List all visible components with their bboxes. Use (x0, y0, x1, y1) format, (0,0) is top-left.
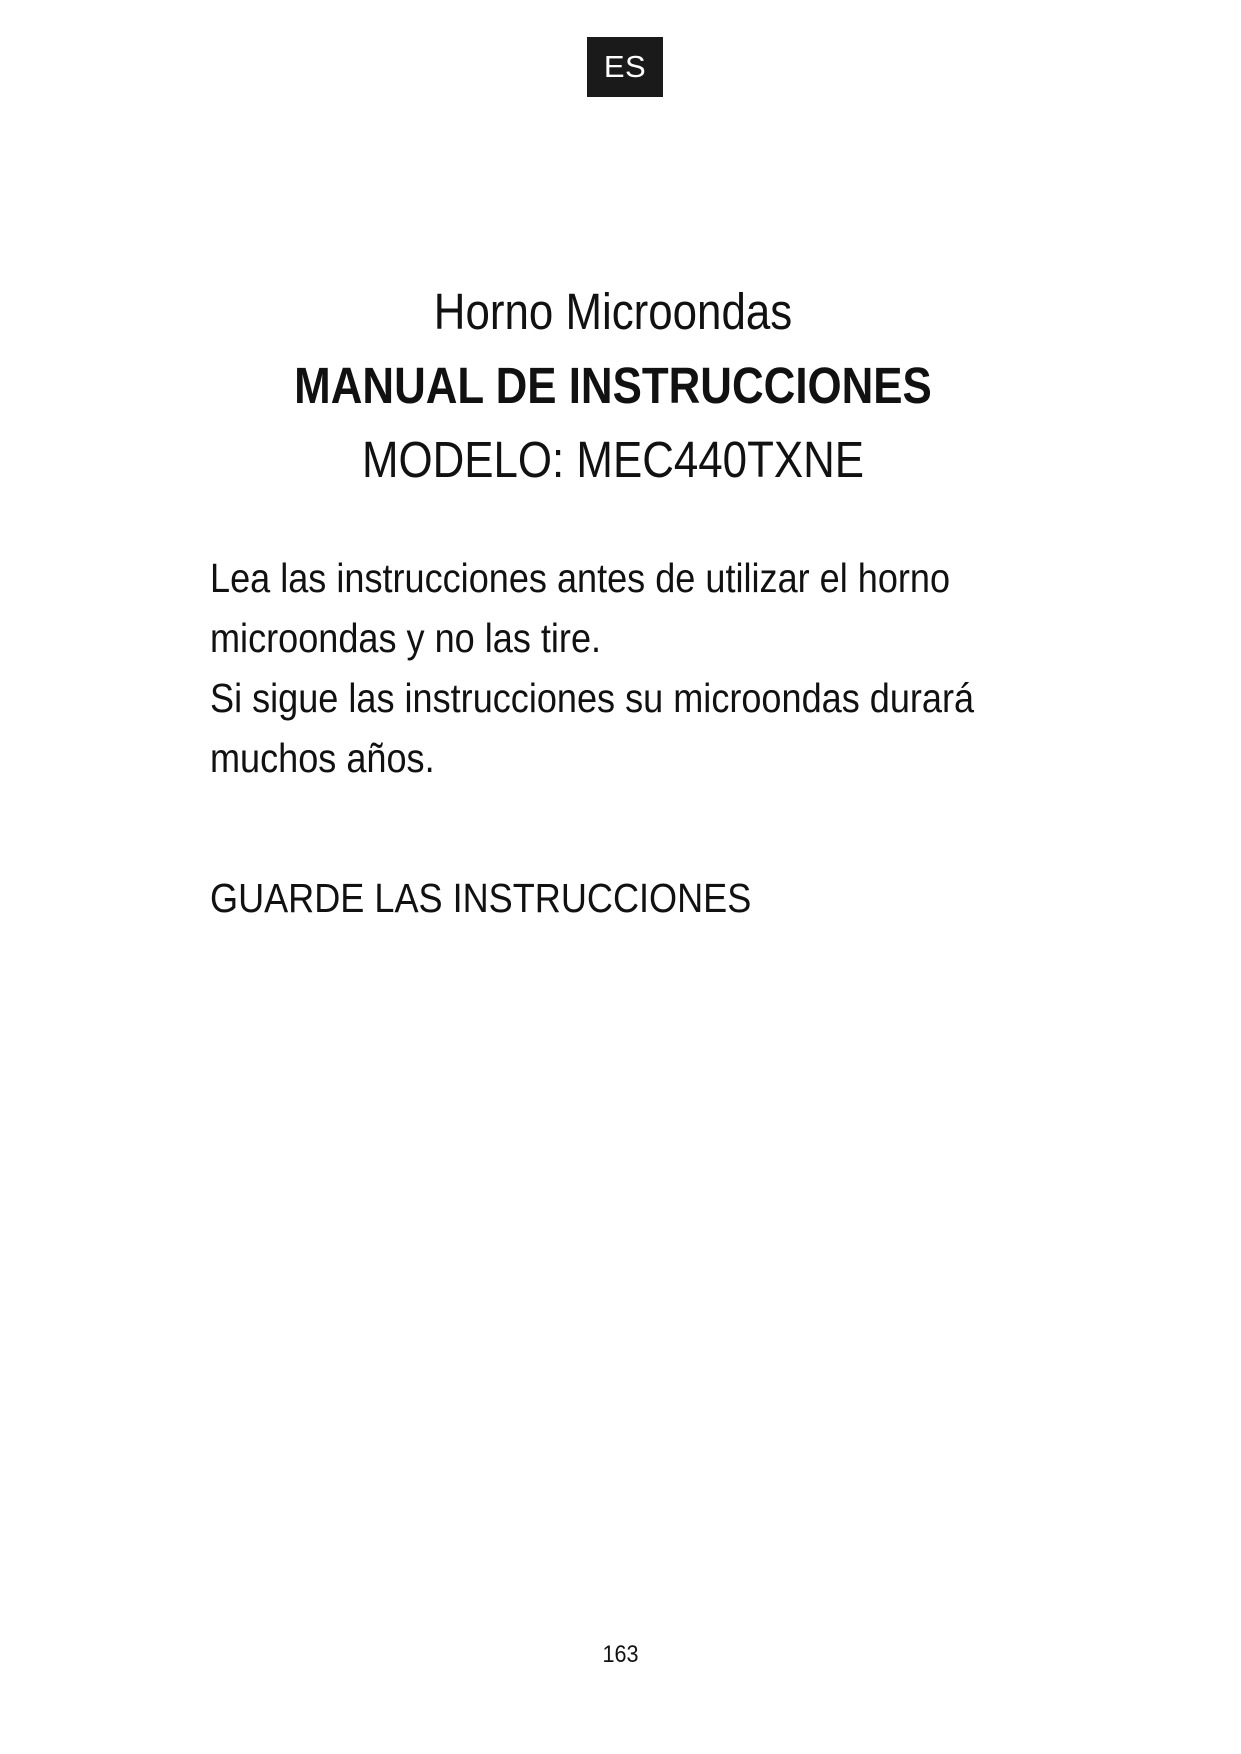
language-badge: ES (587, 37, 663, 97)
title-block (0, 276, 1226, 496)
keep-instructions-notice: GUARDE LAS INSTRUCCIONES (210, 875, 752, 921)
intro-paragraph-follow: Si sigue las instrucciones su microondas durará muchos años. (210, 675, 975, 781)
intro-text (210, 548, 1110, 788)
page-number: 163 (602, 1641, 639, 1668)
model-label: MODELO: MEC440TXNE (361, 431, 865, 488)
product-title: Horno Microondas (433, 283, 793, 340)
intro-paragraph-read: Lea las instrucciones antes de utilizar el horno microondas y no las tire. (210, 555, 951, 661)
manual-heading: MANUAL DE INSTRUCCIONES (294, 357, 932, 414)
